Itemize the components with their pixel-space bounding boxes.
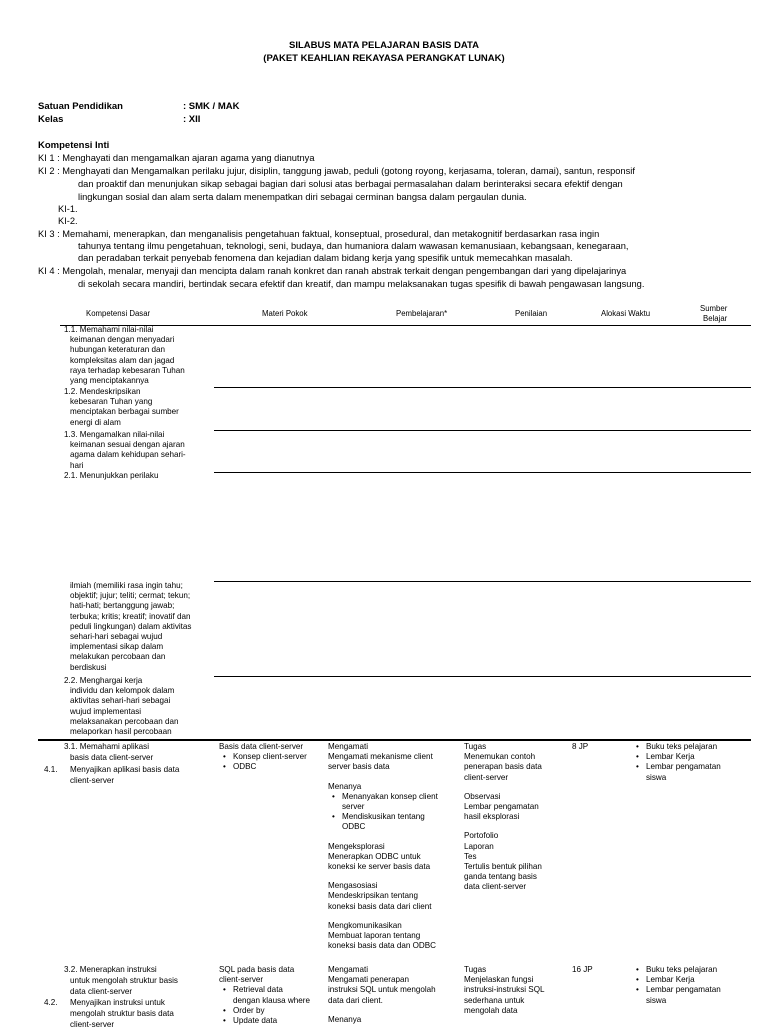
activity-mengeksplorasi: Mengeksplorasi xyxy=(328,841,385,851)
activity-mengamati: Mengamati xyxy=(328,742,369,751)
sumber-item: • Buku teks pelajaran xyxy=(646,742,752,752)
kd-4-1-number: 4.1. xyxy=(44,765,58,774)
materi-3-2: SQL pada basis data client-server • Retrieval data dengan klausa where • Order by • Update data xyxy=(219,965,323,1026)
assessment-tugas: Tugas xyxy=(464,965,487,974)
activity-mengamati: Mengamati xyxy=(328,965,369,974)
ki4-line1: KI 4 : Mengolah, menalar, menyaji dan mencipta dalam ranah konkret dan ranah abstrak terkait dengan pengembangan dari yang dipelajarinya xyxy=(38,266,627,276)
materi-title: Basis data client-server xyxy=(219,742,304,751)
materi-item: • Retrieval data dengan klausa where xyxy=(233,985,323,1005)
pembelajaran-3-1: Mengamati Mengamati mekanisme client server basis data Menanya • Menanyakan konsep client server • Mendiskusikan tentang ODBC Mengeksplorasi Menerapkan ODBC untuk koneksi ke server basis data Mengasosiasi Mendeskripsikan tentang koneksi basis data dari client Mengkomunikasikan Membuat laporan tentang koneksi basis data dan ODBC xyxy=(328,742,458,951)
ki2-line3: lingkungan sosial dan alam serta dalam menempatkan diri sebagai cerminan bangsa dalam pergaulan dunia. xyxy=(78,192,527,202)
assessment-observasi: Observasi xyxy=(464,791,501,801)
activity-mengkomunikasikan: Mengkomunikasikan xyxy=(328,920,402,930)
kd-1-3: 1.3. Mengamalkan nilai-nilai keimanan sesuai dengan ajaran agama dalam kehidupan sehari- hari xyxy=(64,430,186,470)
activity-mengasosiasi: Mengasosiasi xyxy=(328,881,378,891)
materi-item: • Konsep client-server xyxy=(233,752,323,762)
header-materi-pokok: Materi Pokok xyxy=(262,309,308,318)
sumber-3-1 xyxy=(632,742,752,783)
sumber-item: • Lembar Kerja xyxy=(646,752,752,762)
section-rule xyxy=(38,739,751,741)
menanya-item: • Mendiskusikan tentang ODBC xyxy=(342,812,458,832)
sumber-item: • Lembar pengamatan siswa xyxy=(646,985,752,1005)
penilaian-3-1: Tugas Menemukan contoh penerapan basis data client-server Observasi Lembar pengamatan hasil eksplorasi Portofolio Laporan Tes Tertulis bentuk pilihan ganda tentang basis data client-server xyxy=(464,742,564,893)
ki2-line1: KI 2 : Menghayati dan Mengamalkan perilaku jujur, disiplin, tanggung jawab, peduli (gotong royong, kerjasama, toleran, damai), santun, responsif xyxy=(38,166,635,176)
alokasi-3-2: 16 JP xyxy=(572,965,593,974)
materi-title: SQL pada basis data xyxy=(219,965,295,974)
activity-menanya: Menanya xyxy=(328,781,362,791)
ki2-sub-a: KI-1. xyxy=(58,204,78,214)
assessment-tugas: Tugas xyxy=(464,742,487,751)
row-rule xyxy=(214,430,751,431)
materi-3-1 xyxy=(219,742,323,773)
kd-4-2-line1: Menyajikan instruksi untuk xyxy=(70,998,165,1007)
ki3-line3: dan peradaban terkait penyebab fenomena dan kejadian dalam bidang kerja yang spesifik untuk memecahkan masalah. xyxy=(78,253,573,263)
kd-1-1: 1.1. Memahami nilai-nilai keimanan dengan menyadari hubungan keteraturan dan kompleksitas alam dan jagad raya terhadap kebesaran Tuhan yang menciptakannya xyxy=(64,325,185,386)
kd-3-1-line2: basis data client-server xyxy=(70,753,154,762)
ki4-line2: di sekolah secara mandiri, bertindak secara efektif dan kreatif, dan mampu melaksanakan tugas spesifik di bawah pengawasan langsung. xyxy=(78,279,645,289)
ki1-text: KI 1 : Menghayati dan mengamalkan ajaran agama yang dianutnya xyxy=(38,153,315,163)
kelas-value: : XII xyxy=(183,114,201,125)
ki2-sub-b: KI-2. xyxy=(58,216,78,226)
kd-4-1-line2: client-server xyxy=(70,776,115,785)
ki3-line2: tahunya tentang ilmu pengetahuan, teknologi, seni, budaya, dan humaniora dalam wawasan kemanusiaan, kebangsaan, kenegaraan, xyxy=(78,241,629,251)
satuan-value: : SMK / MAK xyxy=(183,101,240,112)
header-alokasi-waktu: Alokasi Waktu xyxy=(601,309,651,318)
alokasi-3-1: 8 JP xyxy=(572,742,589,751)
materi-item: • ODBC xyxy=(233,762,323,772)
kd-2-2: 2.2. Menghargai kerja individu dan kelompok dalam aktivitas sehari-hari sebagai wujud implementasi melaksanakan percobaan dan melaporkan hasil percobaan xyxy=(64,676,179,737)
activity-menanya: Menanya xyxy=(328,1014,362,1024)
header-sumber-2: Belajar xyxy=(703,314,728,323)
materi-item: • Order by xyxy=(233,1006,323,1016)
satuan-label: Satuan Pendidikan xyxy=(38,101,123,112)
kd-2-1: ilmiah (memiliki rasa ingin tahu; objektif; jujur; teliti; cermat; tekun; hati-hati; bertanggung jawab; terbuka; kritis; kreatif; inovatif dan peduli lingkungan) dalam aktivitas sehari-hari sebagai wujud implementasi sikap dalam melakukan percobaan dan berdiskusi xyxy=(70,581,192,672)
kd-4-1-line1: Menyajikan aplikasi basis data xyxy=(70,765,180,774)
penilaian-3-2: Tugas Menjelaskan fungsi instruksi-instruksi SQL sederhana untuk mengolah data xyxy=(464,965,564,1016)
ki2-line2: dan proaktif dan menunjukan sikap sebagai bagian dari solusi atas berbagai permasalahan dalam berinteraksi secara efektif dengan xyxy=(78,179,623,189)
pembelajaran-3-2: Mengamati Mengamati penerapan instruksi SQL untuk mengolah data dari client. Menanya xyxy=(328,965,458,1025)
header-pembelajaran: Pembelajaran* xyxy=(396,309,448,318)
menanya-item: • Menanyakan konsep client server xyxy=(342,792,458,812)
kd-4-2-number: 4.2. xyxy=(44,998,58,1007)
row-rule xyxy=(214,581,751,582)
document-subtitle: (PAKET KEAHLIAN REKAYASA PERANGKAT LUNAK) xyxy=(263,53,505,64)
header-sumber-1: Sumber xyxy=(700,304,728,313)
kd-1-2: 1.2. Mendeskripsikan kebesaran Tuhan yang menciptakan berbagai sumber energi di alam xyxy=(64,387,179,427)
kd-2-1-head: 2.1. Menunjukkan perilaku xyxy=(64,471,159,480)
kd-3-2-line2: untuk mengolah struktur basis xyxy=(70,976,178,985)
row-rule xyxy=(214,472,751,473)
ki-heading: Kompetensi Inti xyxy=(38,140,110,151)
kd-4-2-line3: client-server xyxy=(70,1020,115,1029)
kd-3-2-line3: data client-server xyxy=(70,987,133,996)
kd-3-2-line1: 3.2. Menerapkan instruksi xyxy=(64,965,157,974)
materi-item: • Update data xyxy=(233,1016,323,1026)
ki3-line1: KI 3 : Memahami, menerapkan, dan menganalisis pengetahuan faktual, konseptual, prosedural, dan metakognitif berdasarkan rasa ingin xyxy=(38,229,600,239)
kd-4-2-line2: mengolah struktur basis data xyxy=(70,1009,174,1018)
sumber-3-2 xyxy=(632,965,752,1006)
sumber-item: • Buku teks pelajaran xyxy=(646,965,752,975)
sumber-item: • Lembar pengamatan siswa xyxy=(646,762,752,782)
assessment-portofolio: Portofolio xyxy=(464,831,499,841)
kelas-label: Kelas xyxy=(38,114,64,125)
assessment-tes: Tes xyxy=(464,851,477,861)
header-kompetensi-dasar: Kompetensi Dasar xyxy=(86,309,151,318)
header-penilaian: Penilaian xyxy=(515,309,548,318)
kd-3-1-line1: 3.1. Memahami aplikasi xyxy=(64,742,150,751)
sumber-item: • Lembar Kerja xyxy=(646,975,752,985)
document-title: SILABUS MATA PELAJARAN BASIS DATA xyxy=(289,40,479,51)
row-rule xyxy=(214,387,751,388)
row-rule xyxy=(214,676,751,677)
